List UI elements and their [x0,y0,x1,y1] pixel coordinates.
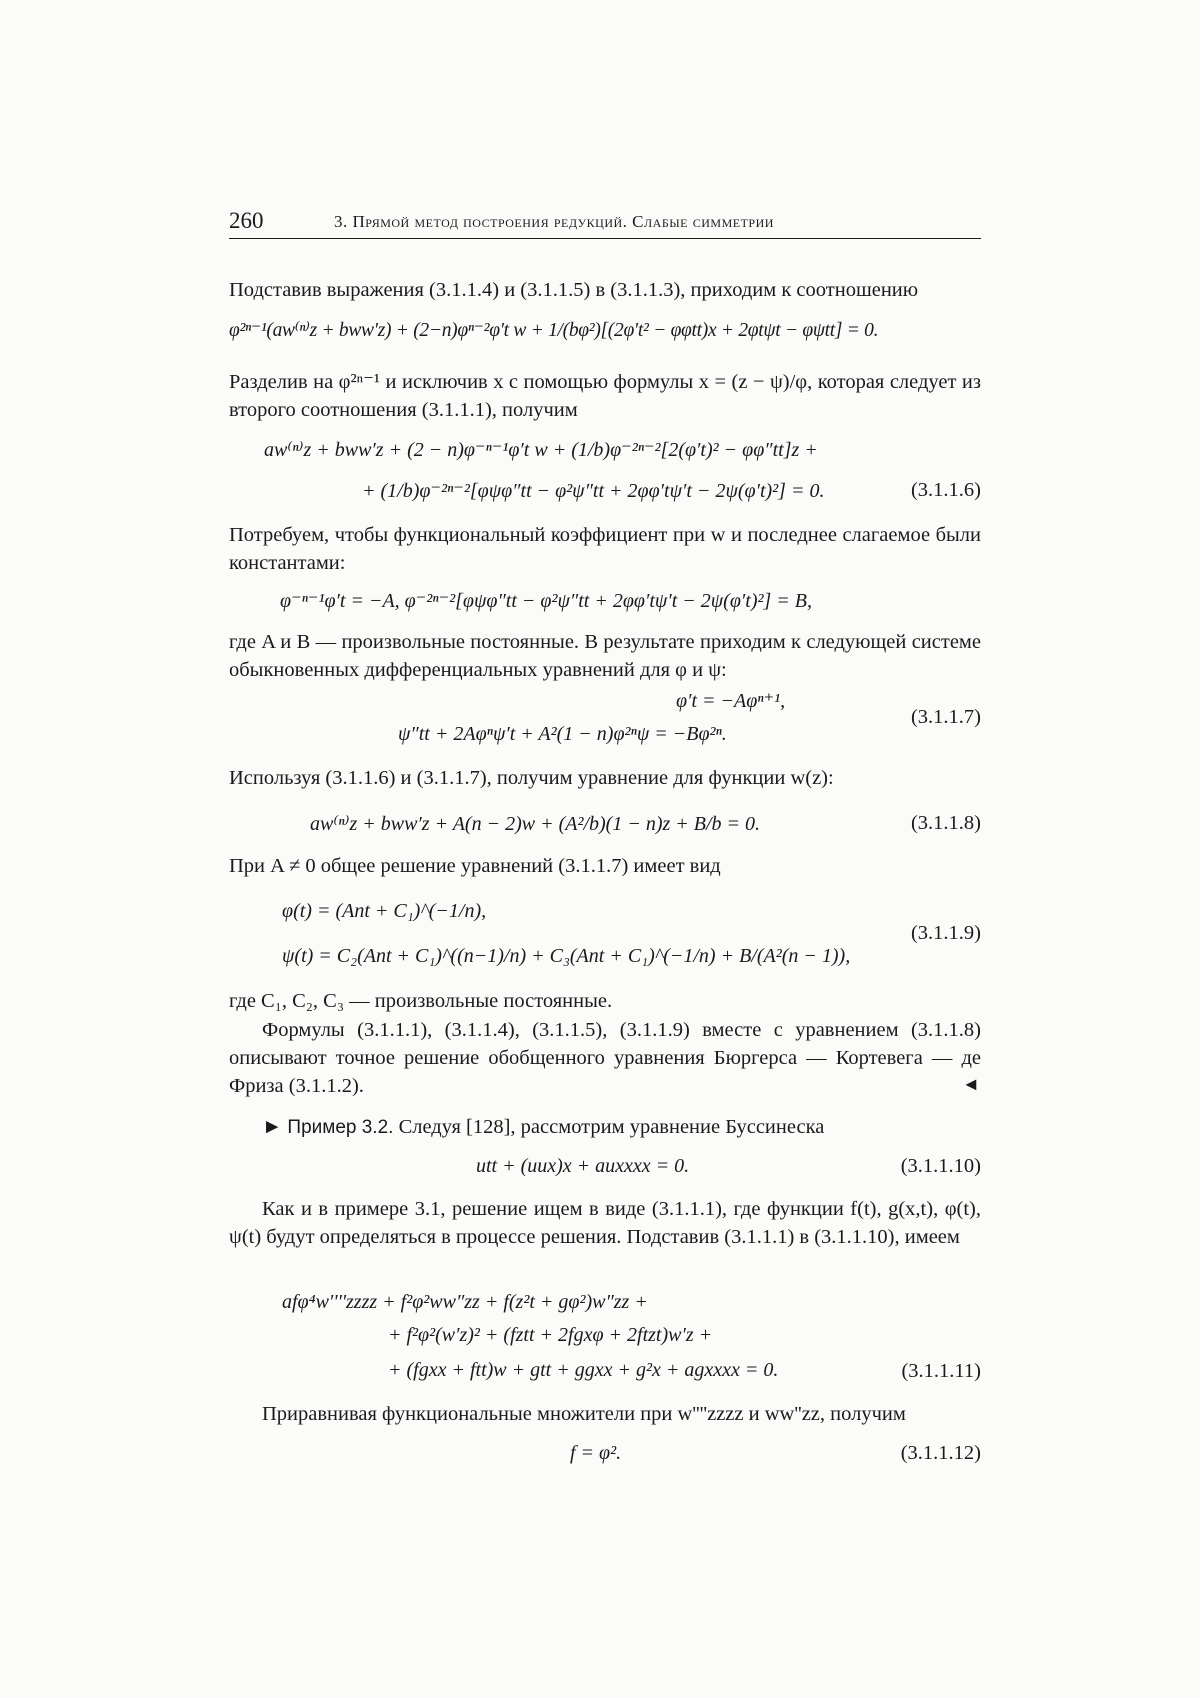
paragraph-4: где A и B — произвольные постоянные. В результате приходим к следующей системе обыкновенных дифференциальных уравнений для φ и ψ: [229,631,981,681]
formula-3-1-1-11-line-3: + (fgxx + ftt)w + gtt + ggxx + g²x + agxxxx = 0. [388,1359,779,1381]
paragraph-10: Приравнивая функциональные множители при w''''zzzz и ww''zz, получим [262,1403,906,1425]
equation-number-3-1-1-11: (3.1.1.11) [901,1360,981,1382]
paragraph-2: Разделив на φ²ⁿ⁻¹ и исключив x с помощью формулы x = (z − ψ)/φ, которая следует из второго соотношения (3.1.1.1), получим [229,371,981,421]
formula-3-1-1-7-line-1: φ′t = −Aφⁿ⁺¹, [676,690,786,712]
formula-3-1-1-10: utt + (uux)x + auxxxx = 0. [476,1155,690,1177]
formula-3-1-1-11-line-2: + f²φ²(w′z)² + (fztt + 2fgxφ + 2ftzt)w′z + [388,1324,713,1346]
page-number: 260 [229,208,264,233]
equation-number-3-1-1-10: (3.1.1.10) [900,1155,981,1177]
formula-3-1-1-6-line-1: aw⁽ⁿ⁾z + bww′z + (2 − n)φ⁻ⁿ⁻¹φ′t w + (1/b)φ⁻²ⁿ⁻²[2(φ′t)² − φφ″tt]z + [264,439,818,461]
example-marker: ► [262,1116,283,1138]
formula-3-1-1-6-line-2: + (1/b)φ⁻²ⁿ⁻²[φψφ″tt − φ²ψ″tt + 2φφ′tψ′t − 2ψ(φ′t)²] = 0. [362,480,825,502]
example-intro: Следуя [128], рассмотрим уравнение Буссинеска [398,1116,825,1138]
paragraph-1: Подставив выражения (3.1.1.4) и (3.1.1.5) в (3.1.1.3), приходим к соотношению [229,279,919,301]
equation-number-3-1-1-6: (3.1.1.6) [910,479,981,501]
formula-3-1-1-9-line-2: ψ(t) = C₂(Ant + C₁)^((n−1)/n) + C₃(Ant + C₁)^(−1/n) + B/(A²(n − 1)), [282,945,851,967]
end-of-example-marker: ◄ [962,1074,980,1094]
paragraph-8: Формулы (3.1.1.1), (3.1.1.4), (3.1.1.5), (3.1.1.9) вместе с уравнением (3.1.1.8) описывают точное решение обобщенного уравнения Бюргерса — Кортевега — де Фриза (3.1.1.2). [229,1019,981,1097]
paragraph-6: При A ≠ 0 общее решение уравнений (3.1.1.7) имеет вид [229,855,721,877]
example-heading [262,1116,824,1139]
equation-number-3-1-1-12: (3.1.1.12) [900,1442,981,1464]
paragraph-9: Как и в примере 3.1, решение ищем в виде (3.1.1.1), где функции f(t), g(x,t), φ(t), ψ(t) будут определяться в процессе решения. Подставив (3.1.1.1) в (3.1.1.10), имеем [229,1198,981,1248]
formula-constants: φ⁻ⁿ⁻¹φ′t = −A, φ⁻²ⁿ⁻²[φψφ″tt − φ²ψ″tt + 2φφ′tψ′t − 2ψ(φ′t)²] = B, [280,590,812,612]
running-title: 3. Прямой метод построения редукций. Слабые симметрии [334,212,774,231]
formula-3-1-1-9-line-1: φ(t) = (Ant + C₁)^(−1/n), [282,900,487,922]
formula-1: φ²ⁿ⁻¹(aw⁽ⁿ⁾z + bww′z) + (2−n)φⁿ⁻²φ′t w + 1/(bφ²)[(2φ′t² − φφtt)x + 2φtψt − φψtt] = 0. [229,320,879,341]
paragraph-5: Используя (3.1.1.6) и (3.1.1.7), получим уравнение для функции w(z): [229,767,834,789]
paragraph-7: где C₁, C₂, C₃ — произвольные постоянные. [229,990,613,1012]
formula-3-1-1-11-line-1: afφ⁴w''''zzzz + f²φ²ww″zz + f(z²t + gφ²)w″zz + [282,1291,648,1313]
paragraph-3: Потребуем, чтобы функциональный коэффициент при w и последнее слагаемое были константами: [229,524,981,574]
running-header [229,208,981,239]
formula-3-1-1-8: aw⁽ⁿ⁾z + bww′z + A(n − 2)w + (A²/b)(1 − n)z + B/b = 0. [310,813,761,835]
equation-number-3-1-1-7: (3.1.1.7) [910,706,981,728]
formula-3-1-1-12: f = φ². [570,1442,622,1464]
formula-3-1-1-7-line-2: ψ″tt + 2Aφⁿψ′t + A²(1 − n)φ²ⁿψ = −Bφ²ⁿ. [398,723,727,745]
equation-number-3-1-1-9: (3.1.1.9) [910,922,981,944]
example-label: Пример 3.2. [287,1117,394,1138]
equation-number-3-1-1-8: (3.1.1.8) [910,812,981,834]
